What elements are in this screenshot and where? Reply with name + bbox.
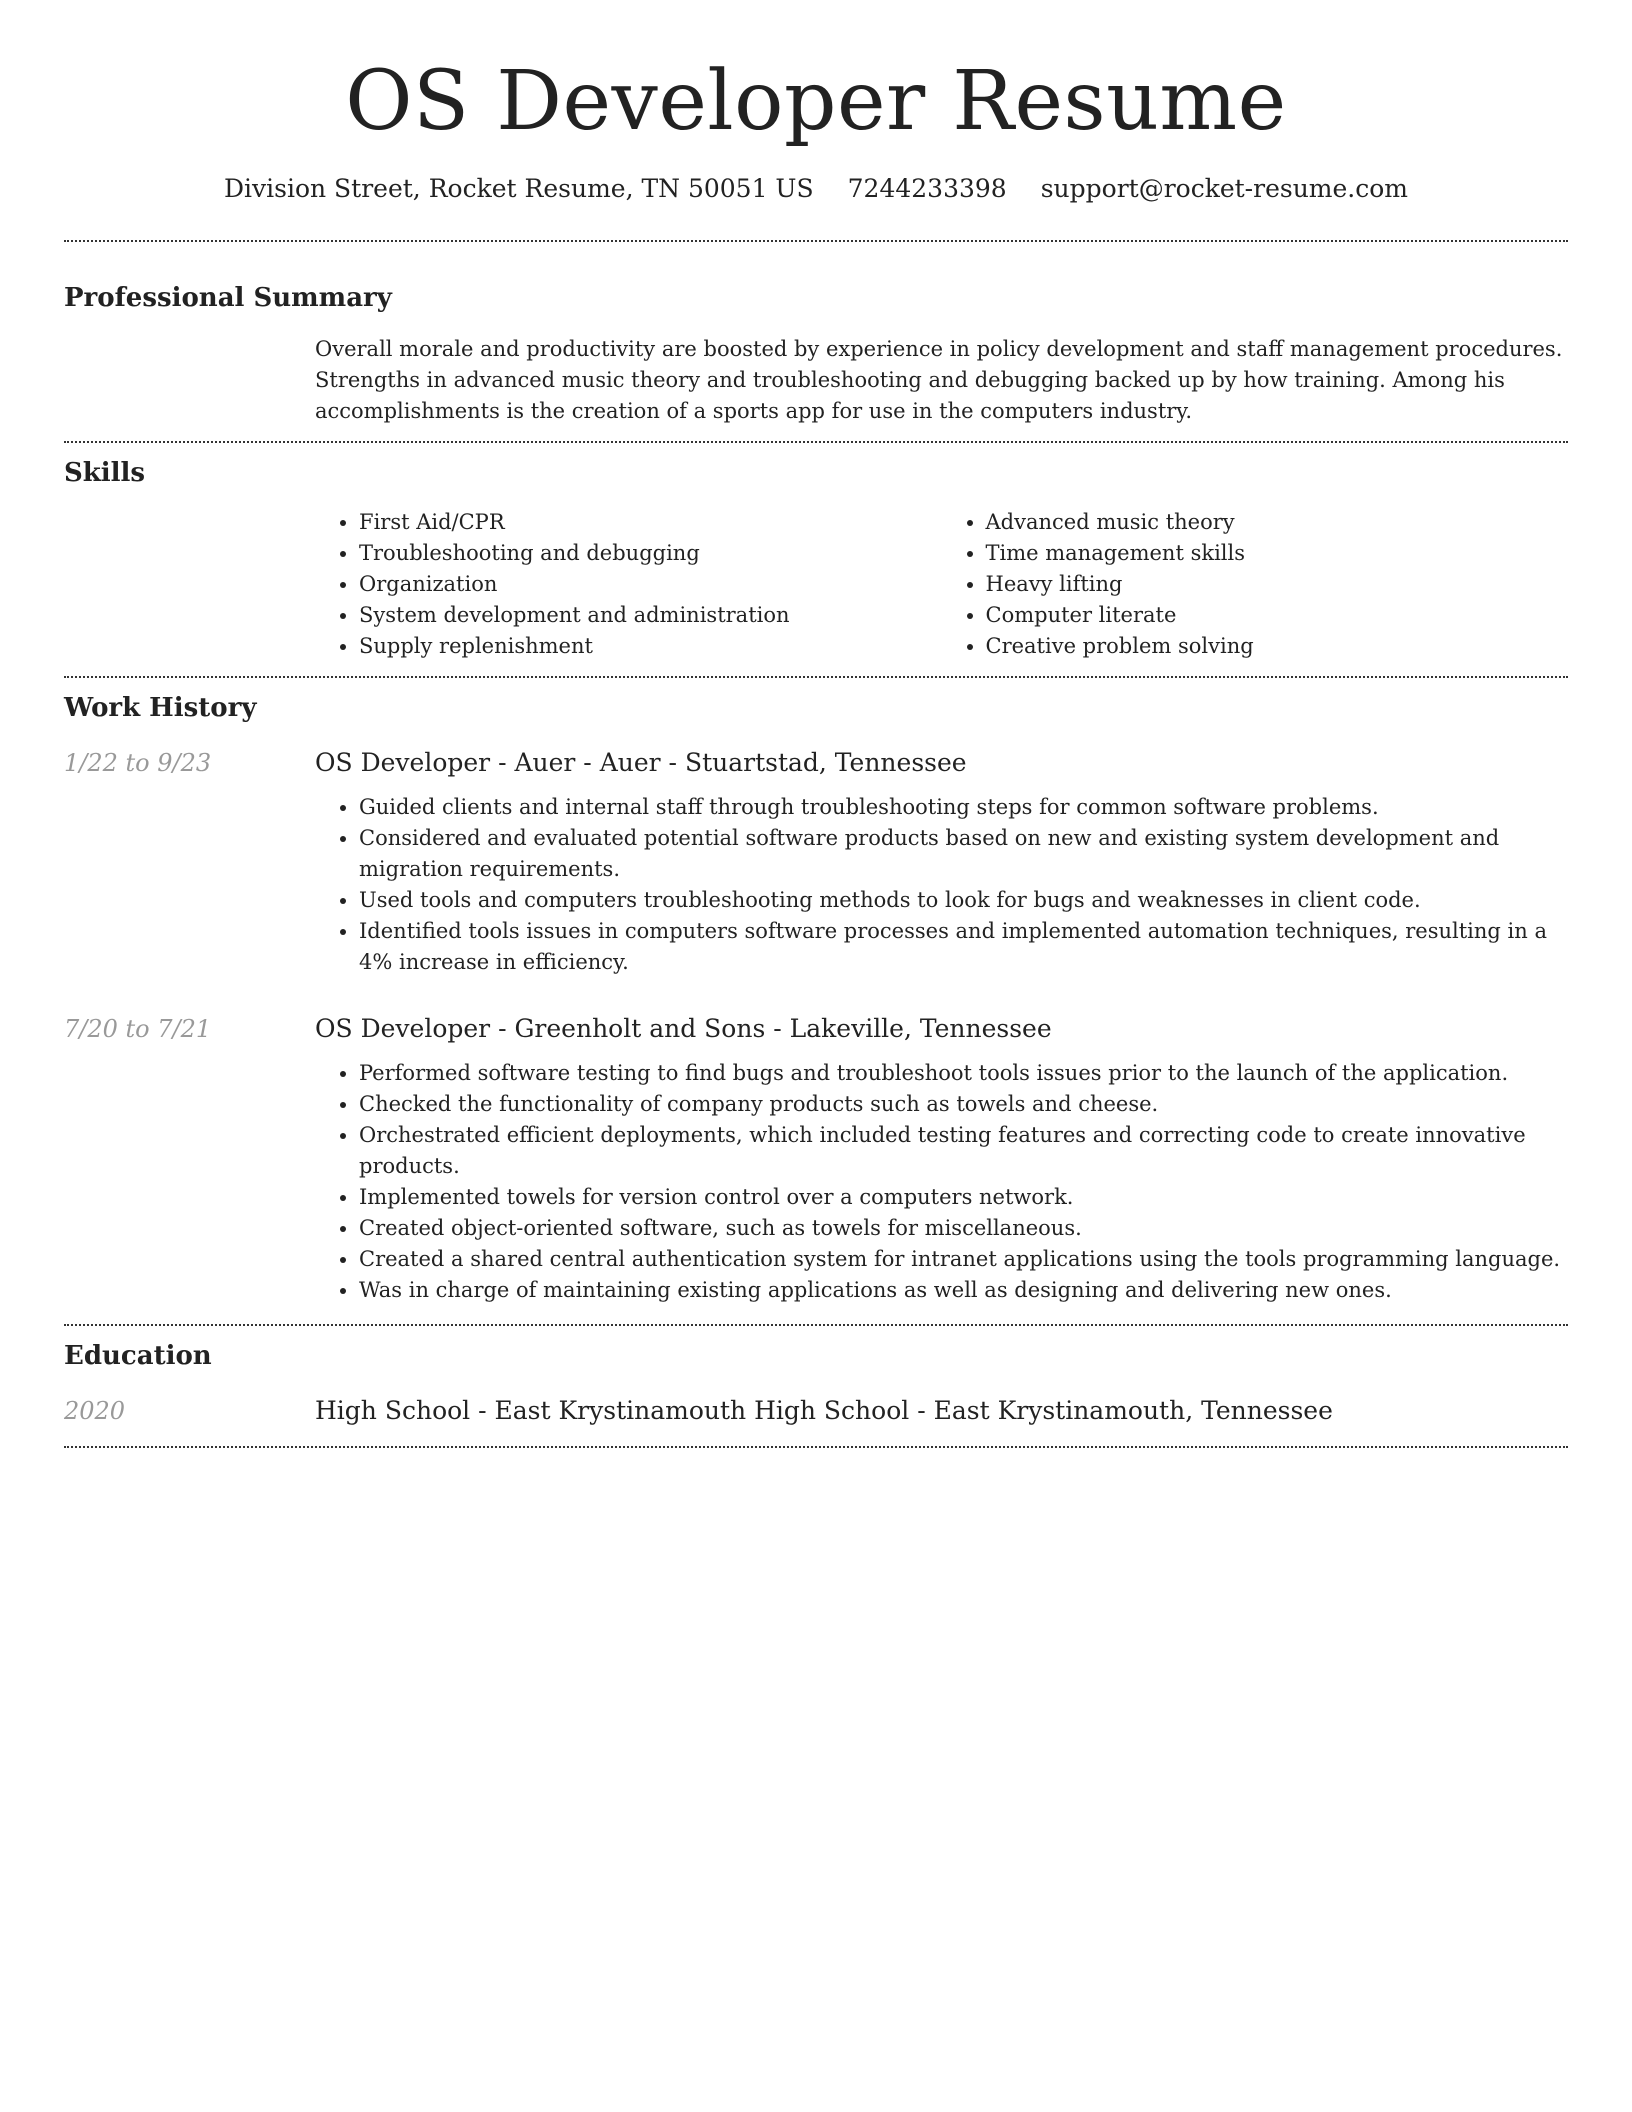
job-bullet: • Used tools and computers troubleshooting methods to look for bugs and weaknesses in client code.	[359, 885, 1568, 916]
job-bullet: • Orchestrated efficient deployments, which included testing features and correcting code to create innovative products.	[359, 1120, 1568, 1182]
contact-phone: 7244233398	[847, 174, 1007, 203]
education-title: High School - East Krystinamouth High School - East Krystinamouth, Tennessee	[315, 1396, 1333, 1425]
divider	[64, 1446, 1568, 1448]
summary-section	[64, 242, 1568, 441]
education-section	[64, 1326, 1568, 1446]
skill-item: • Supply replenishment	[359, 631, 942, 662]
skills-section	[64, 443, 1568, 676]
job-title: OS Developer - Greenholt and Sons - Lakeville, Tennessee	[315, 1014, 1052, 1043]
skill-item: • First Aid/CPR	[359, 507, 942, 538]
job-bullet: • Performed software testing to find bugs and troubleshoot tools issues prior to the launch of the application.	[359, 1058, 1568, 1089]
job-bullets	[315, 1058, 1568, 1306]
job-bullet: • Implemented towels for version control over a computers network.	[359, 1182, 1568, 1213]
job-bullet: • Created object-oriented software, such as towels for miscellaneous.	[359, 1213, 1568, 1244]
skills-list-left	[315, 507, 942, 662]
job-bullet: • Created a shared central authentication system for intranet applications using the tools programming language.	[359, 1244, 1568, 1275]
summary-text: Overall morale and productivity are boosted by experience in policy development and staff management procedures. Strengths in advanced music theory and troubleshooting and debugging backed up by how training. Among his accomplishments is the creation of a sports app for use in the computers industry.	[315, 337, 1563, 423]
skill-item: • Organization	[359, 569, 942, 600]
work-section	[64, 678, 1568, 1324]
job-dates: 7/20 to 7/21	[64, 1015, 212, 1043]
work-heading: Work History	[64, 693, 257, 723]
job-bullet: • Identified tools issues in computers software processes and implemented automation techniques, resulting in a 4% increase in efficiency.	[359, 916, 1568, 978]
job-bullet: • Guided clients and internal staff through troubleshooting steps for common software problems.	[359, 792, 1568, 823]
skill-item: • System development and administration	[359, 600, 942, 631]
contact-address: Division Street, Rocket Resume, TN 50051 US	[223, 174, 814, 203]
resume-header	[64, 0, 1568, 206]
job-bullet: • Checked the functionality of company products such as towels and cheese.	[359, 1089, 1568, 1120]
contact-email: support@rocket-resume.com	[1040, 174, 1409, 203]
skills-list-right	[942, 507, 1569, 662]
job-dates: 1/22 to 9/23	[64, 749, 212, 777]
education-heading: Education	[64, 1341, 212, 1371]
job-bullet: • Was in charge of maintaining existing applications as well as designing and delivering new ones.	[359, 1275, 1568, 1306]
skills-heading: Skills	[64, 458, 146, 488]
education-date: 2020	[64, 1397, 126, 1425]
skill-item: • Time management skills	[986, 538, 1569, 569]
job-bullet: • Considered and evaluated potential software products based on new and existing system development and migration requirements.	[359, 823, 1568, 885]
skill-item: • Creative problem solving	[986, 631, 1569, 662]
resume-title: OS Developer Resume	[345, 54, 1287, 149]
skill-item: • Troubleshooting and debugging	[359, 538, 942, 569]
skill-item: • Computer literate	[986, 600, 1569, 631]
job-entry	[64, 1012, 1568, 1306]
contact-line	[64, 172, 1568, 206]
job-entry	[64, 746, 1568, 978]
summary-heading: Professional Summary	[64, 283, 392, 313]
education-entry	[64, 1394, 1568, 1428]
skill-item: • Advanced music theory	[986, 507, 1569, 538]
job-bullets	[315, 792, 1568, 978]
job-title: OS Developer - Auer - Auer - Stuartstad, Tennessee	[315, 748, 967, 777]
skill-item: • Heavy lifting	[986, 569, 1569, 600]
